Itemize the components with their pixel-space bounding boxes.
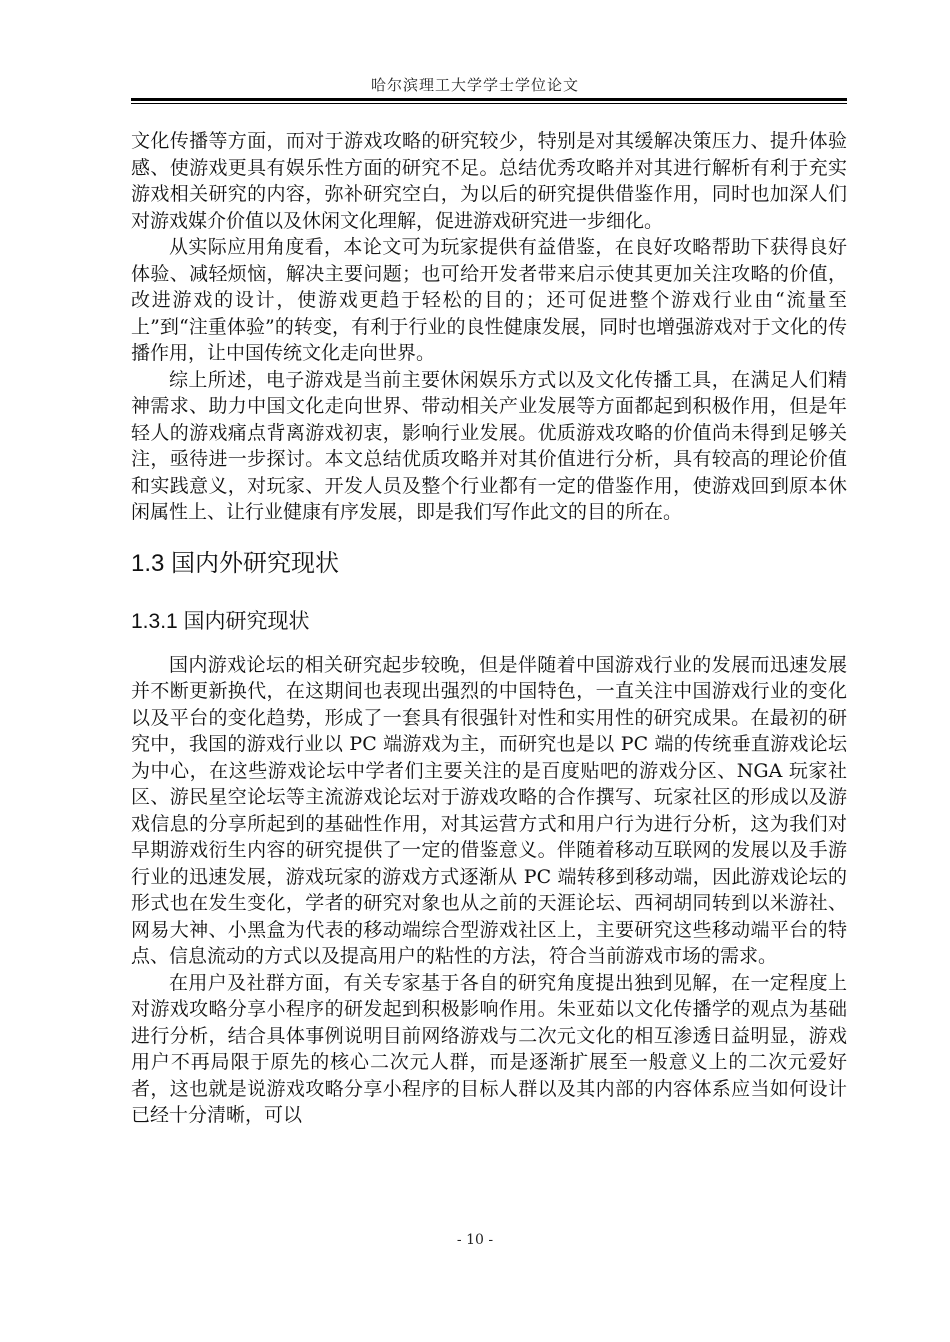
header-rule-thin <box>131 103 847 104</box>
body-paragraph: 国内游戏论坛的相关研究起步较晚，但是伴随着中国游戏行业的发展而迅速发展并不断更新换代，在这期间也表现出强烈的中国特色，一直关注中国游戏行业的变化以及平台的变化趋势，形成了一套具有很强针对性和实用性的研究成果。在最初的研究中，我国的游戏行业以 PC 端游戏为主，而研究也是以 PC 端的传统垂直游戏论坛为中心，在这些游戏论坛中学者们主要关注的是百度贴吧的游戏分区、NGA 玩家社区、游民星空论坛等主流游戏论坛对于游戏攻略的合作撰写、玩家社区的形成以及游戏信息的分享所起到的基础性作用，对其运营方式和用户行为进行分析，这为我们对早期游戏衍生内容的研究提供了一定的借鉴意义。伴随着移动互联网的发展以及手游行业的迅速发展，游戏玩家的游戏方式逐渐从 PC 端转移到移动端，因此游戏论坛的形式也在发生变化，学者的研究对象也从之前的天涯论坛、西祠胡同转到以米游社、网易大神、小黑盒为代表的移动端综合型游戏社区上，主要研究这些移动端平台的特点、信息流动的方式以及提高用户的粘性的方法，符合当前游戏市场的需求。 <box>131 653 847 967</box>
running-header-title: 哈尔滨理工大学学士学位论文 <box>370 76 579 94</box>
section-heading: 1.3 国内外研究现状 <box>131 549 340 577</box>
body-paragraph: 在用户及社群方面，有关专家基于各自的研究角度提出独到见解，在一定程度上对游戏攻略分享小程序的研发起到积极影响作用。朱亚茹以文化传播学的观点为基础进行分析，结合具体事例说明目前网络游戏与二次元文化的相互渗透日益明显，游戏用户不再局限于原先的核心二次元人群，而是逐渐扩展至一般意义上的二次元爱好者，这也就是说游戏攻略分享小程序的目标人群以及其内部的内容体系应当如何设计已经十分清晰，可以 <box>131 971 847 1126</box>
body-paragraph: 从实际应用角度看，本论文可为玩家提供有益借鉴，在良好攻略帮助下获得良好体验、减轻烦恼，解决主要问题；也可给开发者带来启示使其更加关注攻略的价值，改进游戏的设计，使游戏更趋于轻松的目的；还可促进整个游戏行业由“流量至上”到“注重体验”的转变，有利于行业的良性健康发展，同时也增强游戏对于文化的传播作用，让中国传统文化走向世界。 <box>131 236 847 364</box>
header-rule-thick <box>131 98 847 101</box>
body-paragraph: 综上所述，电子游戏是当前主要休闲娱乐方式以及文化传播工具，在满足人们精神需求、助力中国文化走向世界、带动相关产业发展等方面都起到积极作用，但是年轻人的游戏痛点背离游戏初衷，影响行业发展。优质游戏攻略的价值尚未得到足够关注，亟待进一步探讨。本文总结优质攻略并对其价值进行分析，具有较高的理论价值和实践意义，对玩家、开发人员及整个行业都有一定的借鉴作用，使游戏回到原本休闲属性上、让行业健康有序发展，即是我们写作此文的目的所在。 <box>131 368 847 523</box>
page-number: - 10 - <box>456 1232 494 1248</box>
page-body <box>131 128 847 1129</box>
body-paragraph-continuation: 文化传播等方面，而对于游戏攻略的研究较少，特别是对其缓解决策压力、提升体验感、使游戏更具有娱乐性方面的研究不足。总结优秀攻略并对其进行解析有利于充实游戏相关研究的内容，弥补研究空白，为以后的研究提供借鉴作用，同时也加深人们对游戏媒介价值以及休闲文化理解，促进游戏研究进一步细化。 <box>131 130 847 232</box>
subsection-heading: 1.3.1 国内研究现状 <box>131 609 310 633</box>
